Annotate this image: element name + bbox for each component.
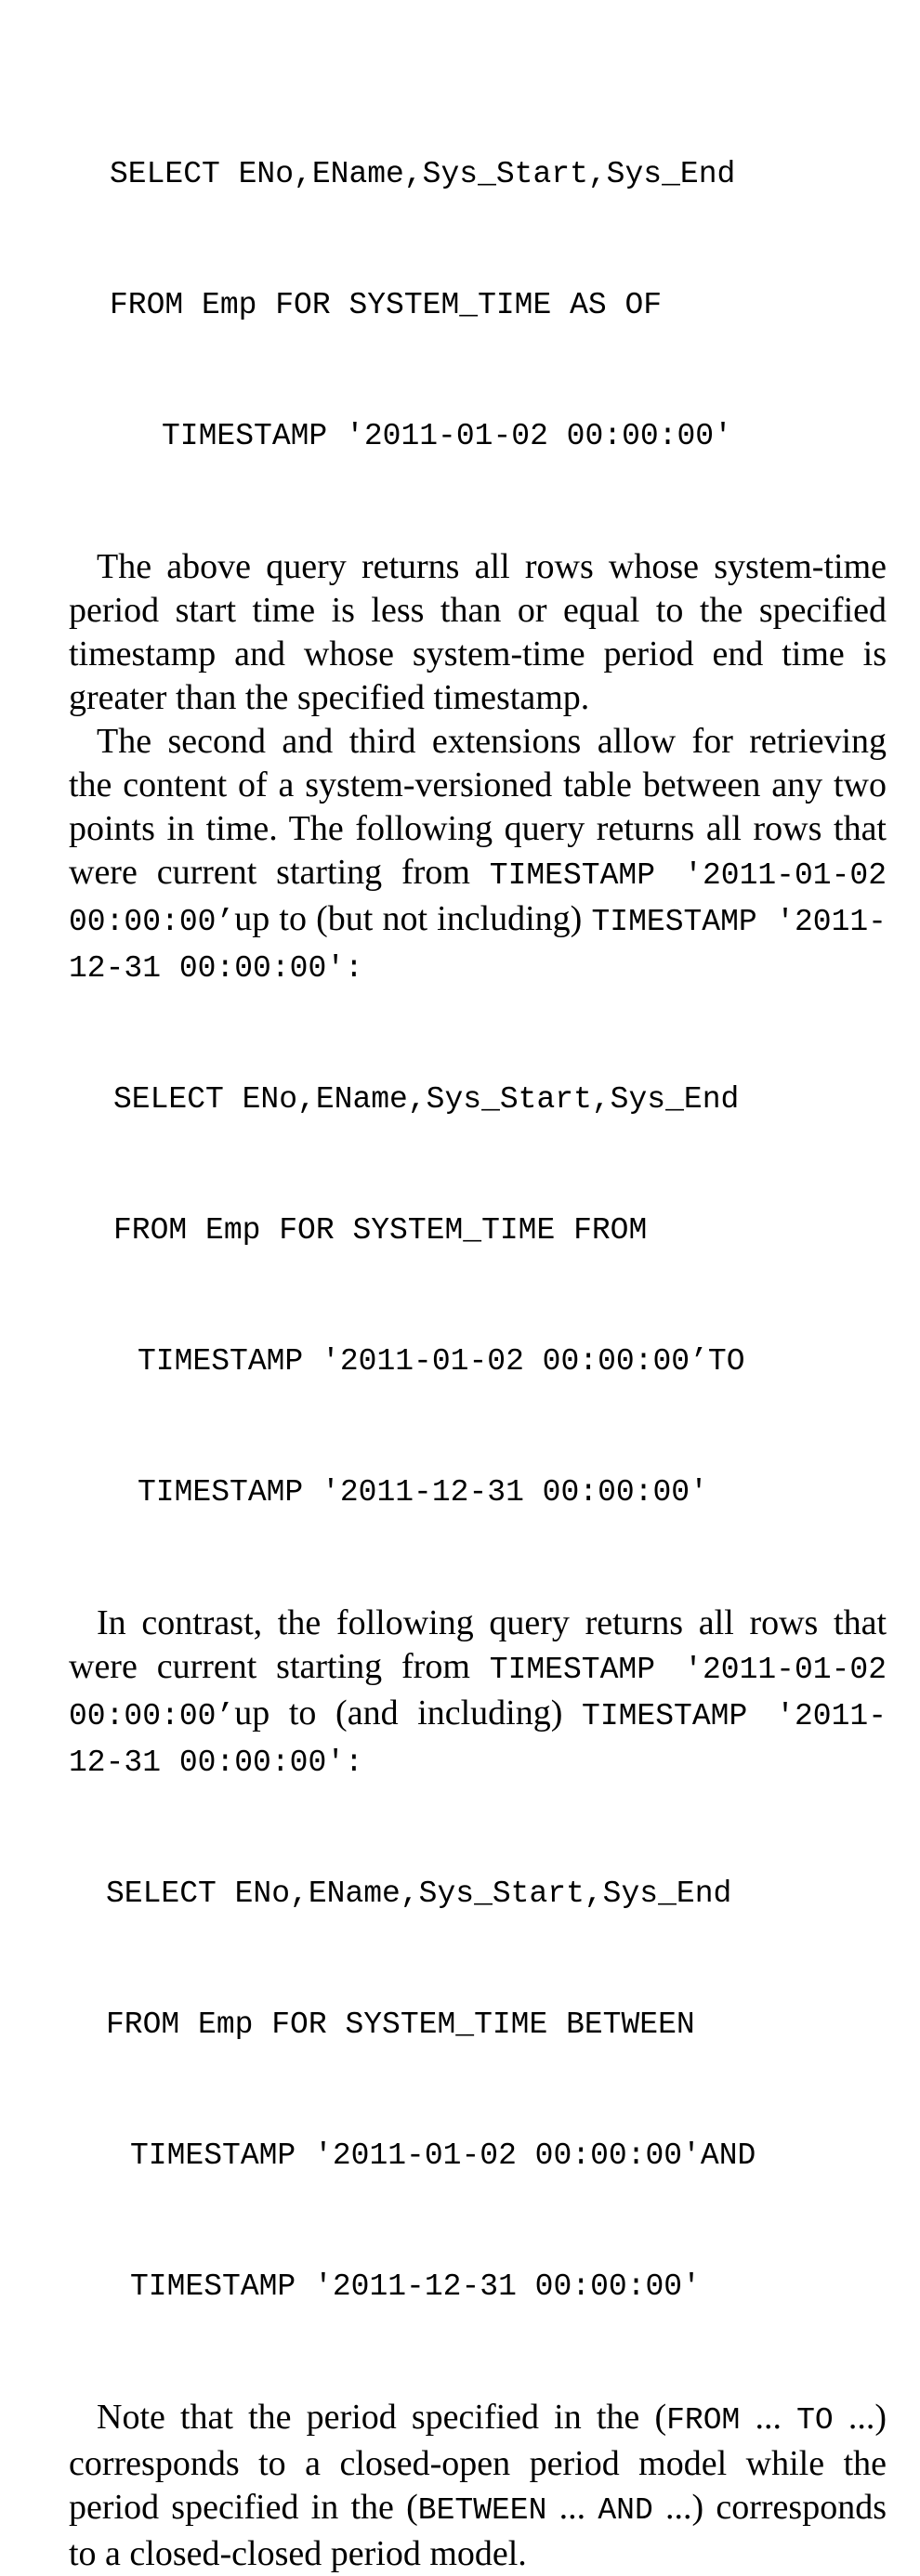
code-line: FROM Emp FOR SYSTEM_TIME BETWEEN <box>106 2007 695 2042</box>
sql-query-as-of <box>69 65 887 545</box>
code-line: TIMESTAMP '2011-12-31 00:00:00' <box>130 2269 701 2304</box>
paragraph-text: up to (but not including) <box>234 899 592 938</box>
code-line: SELECT ENo,EName,Sys_Start,Sys_End <box>106 1876 732 1911</box>
paragraph-period-models-note <box>69 2396 887 2576</box>
sql-query-from-to <box>69 990 887 1602</box>
inline-code: FROM <box>666 2403 741 2438</box>
paragraph-text: up to (and including) <box>234 1693 583 1733</box>
paragraph-from-to-intro <box>69 720 887 990</box>
paragraph-text: The second and third extensions allow for retrieving the content of a system-versioned table between any two points in time. The following query returns all rows that were current starting from <box>69 722 887 892</box>
code-line: SELECT ENo,EName,Sys_Start,Sys_End <box>110 157 736 191</box>
inline-code: TIMESTAMP '2011-01-02 00:00:00’ <box>69 1653 887 1733</box>
inline-code: TIMESTAMP '2011-01-02 00:00:00’ <box>69 858 887 939</box>
paragraph-between-intro <box>69 1602 887 1785</box>
paragraph-text: The above query returns all rows whose system-time period start time is less than or equal to the specified timestamp and whose system-time period end time is greater than the specified timestamp. <box>69 547 887 717</box>
document-page <box>69 65 887 2576</box>
code-line: TIMESTAMP '2011-01-02 00:00:00' <box>162 419 732 453</box>
inline-code: TIMESTAMP '2011-12-31 00:00:00': <box>69 905 887 986</box>
code-line: FROM Emp FOR SYSTEM_TIME FROM <box>113 1213 648 1248</box>
paragraph-text: ...) corresponds to a closed-closed period model. <box>69 2488 887 2573</box>
inline-code: BETWEEN <box>417 2493 547 2528</box>
code-line: TIMESTAMP '2011-01-02 00:00:00’TO <box>138 1344 745 1379</box>
inline-code: TIMESTAMP '2011-12-31 00:00:00': <box>69 1699 887 1780</box>
code-line: FROM Emp FOR SYSTEM_TIME AS OF <box>110 288 663 322</box>
paragraph-text: In contrast, the following query returns all rows that were current starting from <box>69 1603 887 1686</box>
sql-query-between <box>69 1785 887 2396</box>
paragraph-text: Note that the period specified in the ( <box>97 2398 667 2437</box>
paragraph-text: ... <box>546 2488 598 2527</box>
code-line: TIMESTAMP '2011-01-02 00:00:00'AND <box>130 2138 756 2173</box>
inline-code: AND <box>598 2493 653 2528</box>
inline-code: TO <box>796 2403 834 2438</box>
code-line: TIMESTAMP '2011-12-31 00:00:00' <box>138 1475 708 1510</box>
paragraph-as-of-explanation <box>69 545 887 720</box>
paragraph-text: ... <box>740 2398 797 2437</box>
paragraph-text: ...) corresponds to a closed-open period model while the period specified in the ( <box>69 2398 887 2527</box>
code-line: SELECT ENo,EName,Sys_Start,Sys_End <box>113 1082 740 1117</box>
